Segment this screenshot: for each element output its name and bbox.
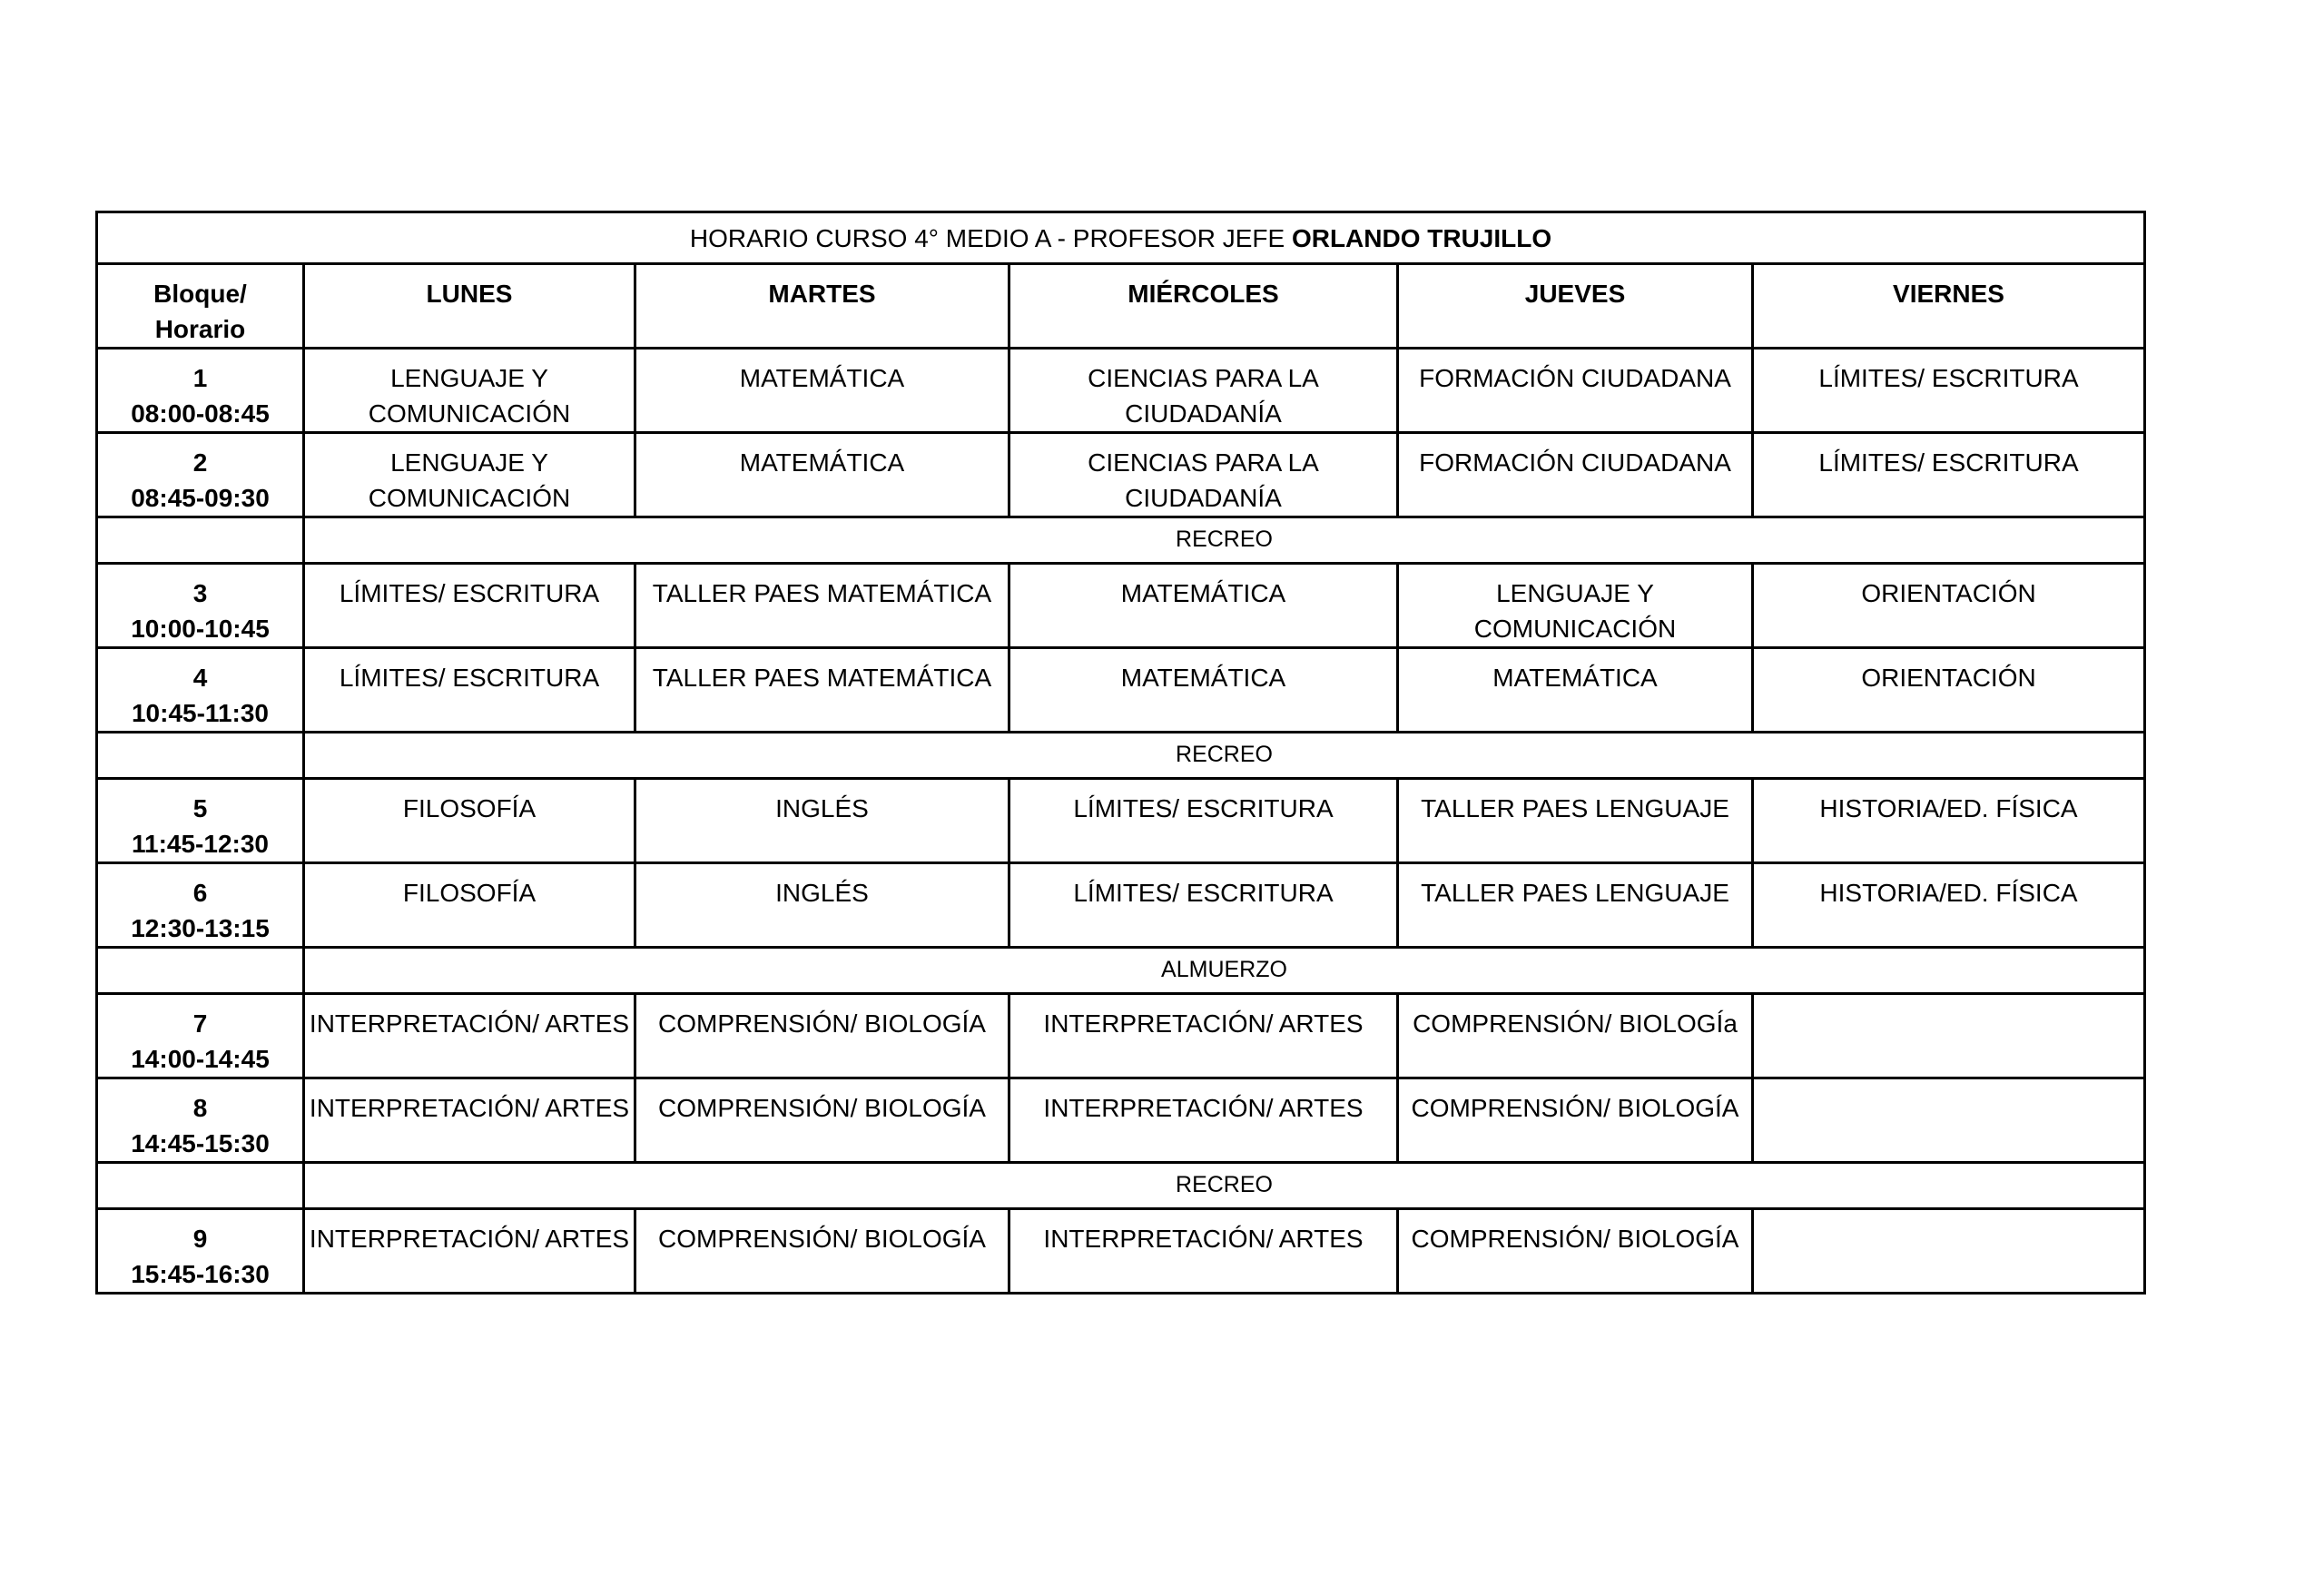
subject-cell: FILOSOFÍA [304, 863, 635, 948]
subject-cell: MATEMÁTICA [1009, 648, 1398, 733]
break-block-cell [97, 733, 304, 779]
block-time-range: 12:30-13:15 [131, 914, 270, 942]
lesson-row [97, 648, 2145, 733]
subject-cell: COMPRENSIÓN/ BIOLOGÍA [635, 994, 1009, 1078]
block-number: 8 [192, 1094, 208, 1122]
subject-cell [1753, 994, 2145, 1078]
break-block-cell [97, 1163, 304, 1209]
subject-cell: TALLER PAES LENGUAJE [1398, 779, 1753, 863]
subject-cell: FORMACIÓN CIUDADANA [1398, 433, 1753, 517]
subject-cell: TALLER PAES MATEMÁTICA [635, 648, 1009, 733]
block-cell [97, 1209, 304, 1294]
subject-cell: COMPRENSIÓN/ BIOLOGÍA [1398, 1078, 1753, 1163]
subject-cell: COMPRENSIÓN/ BIOLOGÍA [1398, 1209, 1753, 1294]
subject-cell: MATEMÁTICA [635, 433, 1009, 517]
lesson-row [97, 564, 2145, 648]
subject-cell: LÍMITES/ ESCRITURA [1009, 863, 1398, 948]
subject-cell: INTERPRETACIÓN/ ARTES [1009, 1209, 1398, 1294]
block-number: 4 [192, 664, 208, 692]
block-cell [97, 994, 304, 1078]
subject-cell: HISTORIA/ED. FÍSICA [1753, 863, 2145, 948]
block-time-range: 11:45-12:30 [131, 830, 269, 858]
subject-cell: INTERPRETACIÓN/ ARTES [1009, 994, 1398, 1078]
lesson-row [97, 863, 2145, 948]
block-cell [97, 863, 304, 948]
break-label: RECREO [304, 1163, 2145, 1209]
subject-cell: FORMACIÓN CIUDADANA [1398, 349, 1753, 433]
subject-cell: FILOSOFÍA [304, 779, 635, 863]
subject-cell [1753, 1209, 2145, 1294]
block-number: 2 [192, 448, 208, 477]
header-block-time [97, 264, 304, 349]
subject-cell: INTERPRETACIÓN/ ARTES [304, 1209, 635, 1294]
block-time-range: 15:45-16:30 [131, 1260, 270, 1288]
header-day-monday: LUNES [304, 264, 635, 349]
subject-cell: LENGUAJE Y COMUNICACIÓN [304, 349, 635, 433]
subject-cell: ORIENTACIÓN [1753, 648, 2145, 733]
break-row [97, 948, 2145, 994]
schedule-body [97, 349, 2145, 1294]
subject-cell: INGLÉS [635, 863, 1009, 948]
header-day-tuesday: MARTES [635, 264, 1009, 349]
subject-cell: CIENCIAS PARA LA CIUDADANÍA [1009, 349, 1398, 433]
lesson-row [97, 779, 2145, 863]
subject-cell: COMPRENSIÓN/ BIOLOGÍA [635, 1209, 1009, 1294]
subject-cell: HISTORIA/ED. FÍSICA [1753, 779, 2145, 863]
block-number: 9 [192, 1225, 208, 1253]
subject-cell: LENGUAJE Y COMUNICACIÓN [1398, 564, 1753, 648]
block-cell [97, 648, 304, 733]
lesson-row [97, 349, 2145, 433]
block-cell [97, 564, 304, 648]
block-cell [97, 349, 304, 433]
schedule-title [97, 212, 2145, 264]
subject-cell: CIENCIAS PARA LA CIUDADANÍA [1009, 433, 1398, 517]
lesson-row [97, 433, 2145, 517]
subject-cell: COMPRENSIÓN/ BIOLOGÍa [1398, 994, 1753, 1078]
block-number: 1 [192, 364, 208, 392]
subject-cell: MATEMÁTICA [1009, 564, 1398, 648]
header-block-label: Bloque/ Horario [153, 280, 247, 343]
header-day-wednesday: MIÉRCOLES [1009, 264, 1398, 349]
header-day-friday: VIERNES [1753, 264, 2145, 349]
block-time-range: 14:45-15:30 [131, 1129, 270, 1157]
subject-cell: MATEMÁTICA [635, 349, 1009, 433]
title-row [97, 212, 2145, 264]
block-number: 5 [192, 794, 208, 822]
block-number: 7 [192, 1009, 208, 1038]
subject-cell: ORIENTACIÓN [1753, 564, 2145, 648]
header-day-thursday: JUEVES [1398, 264, 1753, 349]
block-cell [97, 433, 304, 517]
schedule-table [95, 211, 2146, 1295]
break-label: ALMUERZO [304, 948, 2145, 994]
break-row [97, 733, 2145, 779]
break-row [97, 1163, 2145, 1209]
subject-cell: COMPRENSIÓN/ BIOLOGÍA [635, 1078, 1009, 1163]
subject-cell: TALLER PAES LENGUAJE [1398, 863, 1753, 948]
subject-cell: INTERPRETACIÓN/ ARTES [304, 1078, 635, 1163]
subject-cell: TALLER PAES MATEMÁTICA [635, 564, 1009, 648]
block-time-range: 10:00-10:45 [131, 615, 270, 643]
lesson-row [97, 1209, 2145, 1294]
subject-cell: LÍMITES/ ESCRITURA [1009, 779, 1398, 863]
break-label: RECREO [304, 733, 2145, 779]
subject-cell: INGLÉS [635, 779, 1009, 863]
block-time-range: 08:00-08:45 [131, 399, 270, 428]
block-time-range: 08:45-09:30 [131, 484, 270, 512]
header-row [97, 264, 2145, 349]
lesson-row [97, 1078, 2145, 1163]
block-time-range: 14:00-14:45 [131, 1045, 270, 1073]
block-time-range: 10:45-11:30 [131, 699, 269, 727]
block-number: 6 [192, 879, 208, 907]
block-number: 3 [192, 579, 208, 607]
subject-cell: LÍMITES/ ESCRITURA [1753, 433, 2145, 517]
subject-cell: MATEMÁTICA [1398, 648, 1753, 733]
subject-cell: LENGUAJE Y COMUNICACIÓN [304, 433, 635, 517]
block-cell [97, 1078, 304, 1163]
break-label: RECREO [304, 517, 2145, 564]
subject-cell: INTERPRETACIÓN/ ARTES [304, 994, 635, 1078]
break-row [97, 517, 2145, 564]
head-teacher-name: ORLANDO TRUJILLO [1291, 224, 1552, 252]
subject-cell: LÍMITES/ ESCRITURA [304, 648, 635, 733]
subject-cell: INTERPRETACIÓN/ ARTES [1009, 1078, 1398, 1163]
break-block-cell [97, 517, 304, 564]
lesson-row [97, 994, 2145, 1078]
subject-cell: LÍMITES/ ESCRITURA [304, 564, 635, 648]
title-prefix: HORARIO CURSO 4° MEDIO A - PROFESOR JEFE [689, 224, 1292, 252]
subject-cell [1753, 1078, 2145, 1163]
break-block-cell [97, 948, 304, 994]
subject-cell: LÍMITES/ ESCRITURA [1753, 349, 2145, 433]
block-cell [97, 779, 304, 863]
